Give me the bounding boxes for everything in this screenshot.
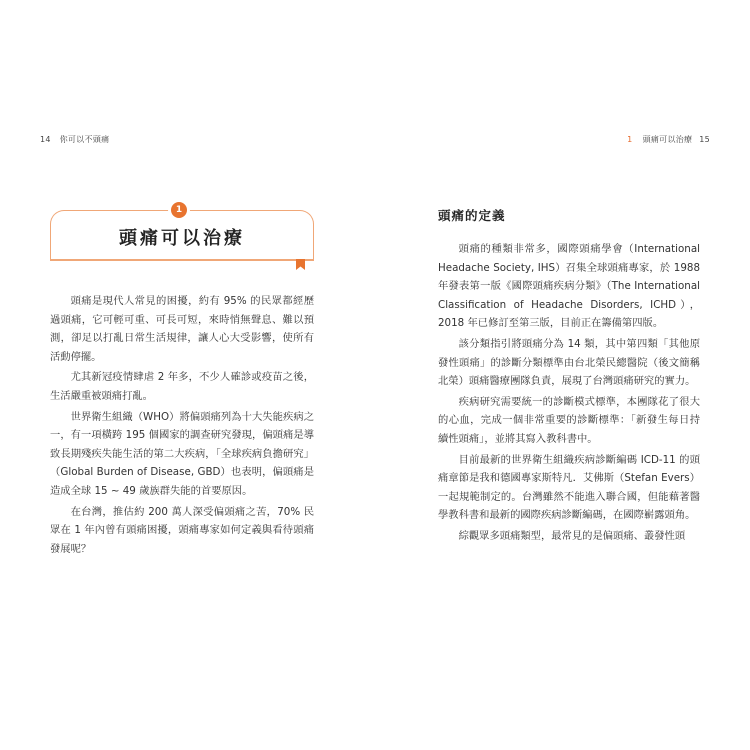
- paragraph: 在台灣，推估約 200 萬人深受偏頭痛之苦，70% 民眾在 1 年內曾有頭痛困擾，頭痛專家如何定義與看待頭痛發展呢？: [50, 505, 314, 555]
- bookmark-icon: [296, 259, 305, 270]
- left-page-header: [40, 134, 115, 145]
- paragraph: 尤其新冠疫情肆虐 2 年多，不少人確診或疫苗之後，生活嚴重被頭痛打亂。: [50, 371, 314, 402]
- chapter-number-badge: 1: [171, 202, 187, 218]
- right-chapter-number: 1: [627, 135, 633, 144]
- paragraph: 綜觀眾多頭痛類型，最常見的是偏頭痛、叢發性頭: [458, 529, 686, 542]
- left-running-title: 你可以不頭痛: [59, 135, 110, 144]
- paragraph: 疾病研究需要統一的診斷模式標準，本團隊花了很大的心血，完成一個非常重要的診斷標準：「新發生每日持續性頭痛」，並將其寫入教科書中。: [438, 395, 700, 445]
- paragraph: 目前最新的世界衛生組織疾病診斷編碼 ICD-11 的頭痛章節是我和德國專家斯特凡．艾佛斯（Stefan Evers）一起規範制定的。台灣雖然不能進入聯合國，但能藉著醫學教科書和最新的國際疾病診斷編碼，在國際嶄露頭角。: [438, 453, 700, 522]
- paragraph: 頭痛的種類非常多，國際頭痛學會（International Headache Society, IHS）召集全球頭痛專家，於 1988 年發表第一版《國際頭痛疾病分類》（The International Classification of Headache Disorders, ICHD），2018 年已修訂至第三版，目前正在籌備第四版。: [438, 243, 700, 330]
- chapter-title: 頭痛可以治療: [119, 228, 245, 249]
- right-page-number: 15: [699, 135, 710, 144]
- paragraph: 頭痛是現代人常見的困擾，約有 95% 的民眾都經歷過頭痛，它可輕可重、可長可短，來時悄無聲息、難以預測，卻足以打亂日常生活規律，讓人心大受影響，使所有活動停擺。: [50, 295, 314, 363]
- section-heading: 頭痛的定義: [438, 208, 506, 223]
- right-page-body: [438, 240, 700, 548]
- paragraph: 該分類指引將頭痛分為 14 類，其中第四類「其他原發性頭痛」的診斷分類標準由台北榮民總醫院（後文簡稱北榮）頭痛醫療團隊負責，展現了台灣頭痛研究的實力。: [438, 337, 700, 388]
- paragraph: 世界衛生組織（WHO）將偏頭痛列為十大失能疾病之一，有一項橫跨 195 個國家的調查研究發現，偏頭痛是導致長期殘疾失能生活的第二大疾病，「全球疾病負擔研究」（Global Burden of Disease, GBD）也表明，偏頭痛是造成全球 15 ~ 49 歲族群失能的首要原因。: [50, 410, 314, 497]
- right-running-title: 頭痛可以治療: [642, 135, 693, 144]
- left-page-body: [50, 292, 314, 560]
- chapter-title-underline: [50, 259, 314, 261]
- right-page-header: [623, 134, 710, 145]
- left-page-number: 14: [40, 135, 51, 144]
